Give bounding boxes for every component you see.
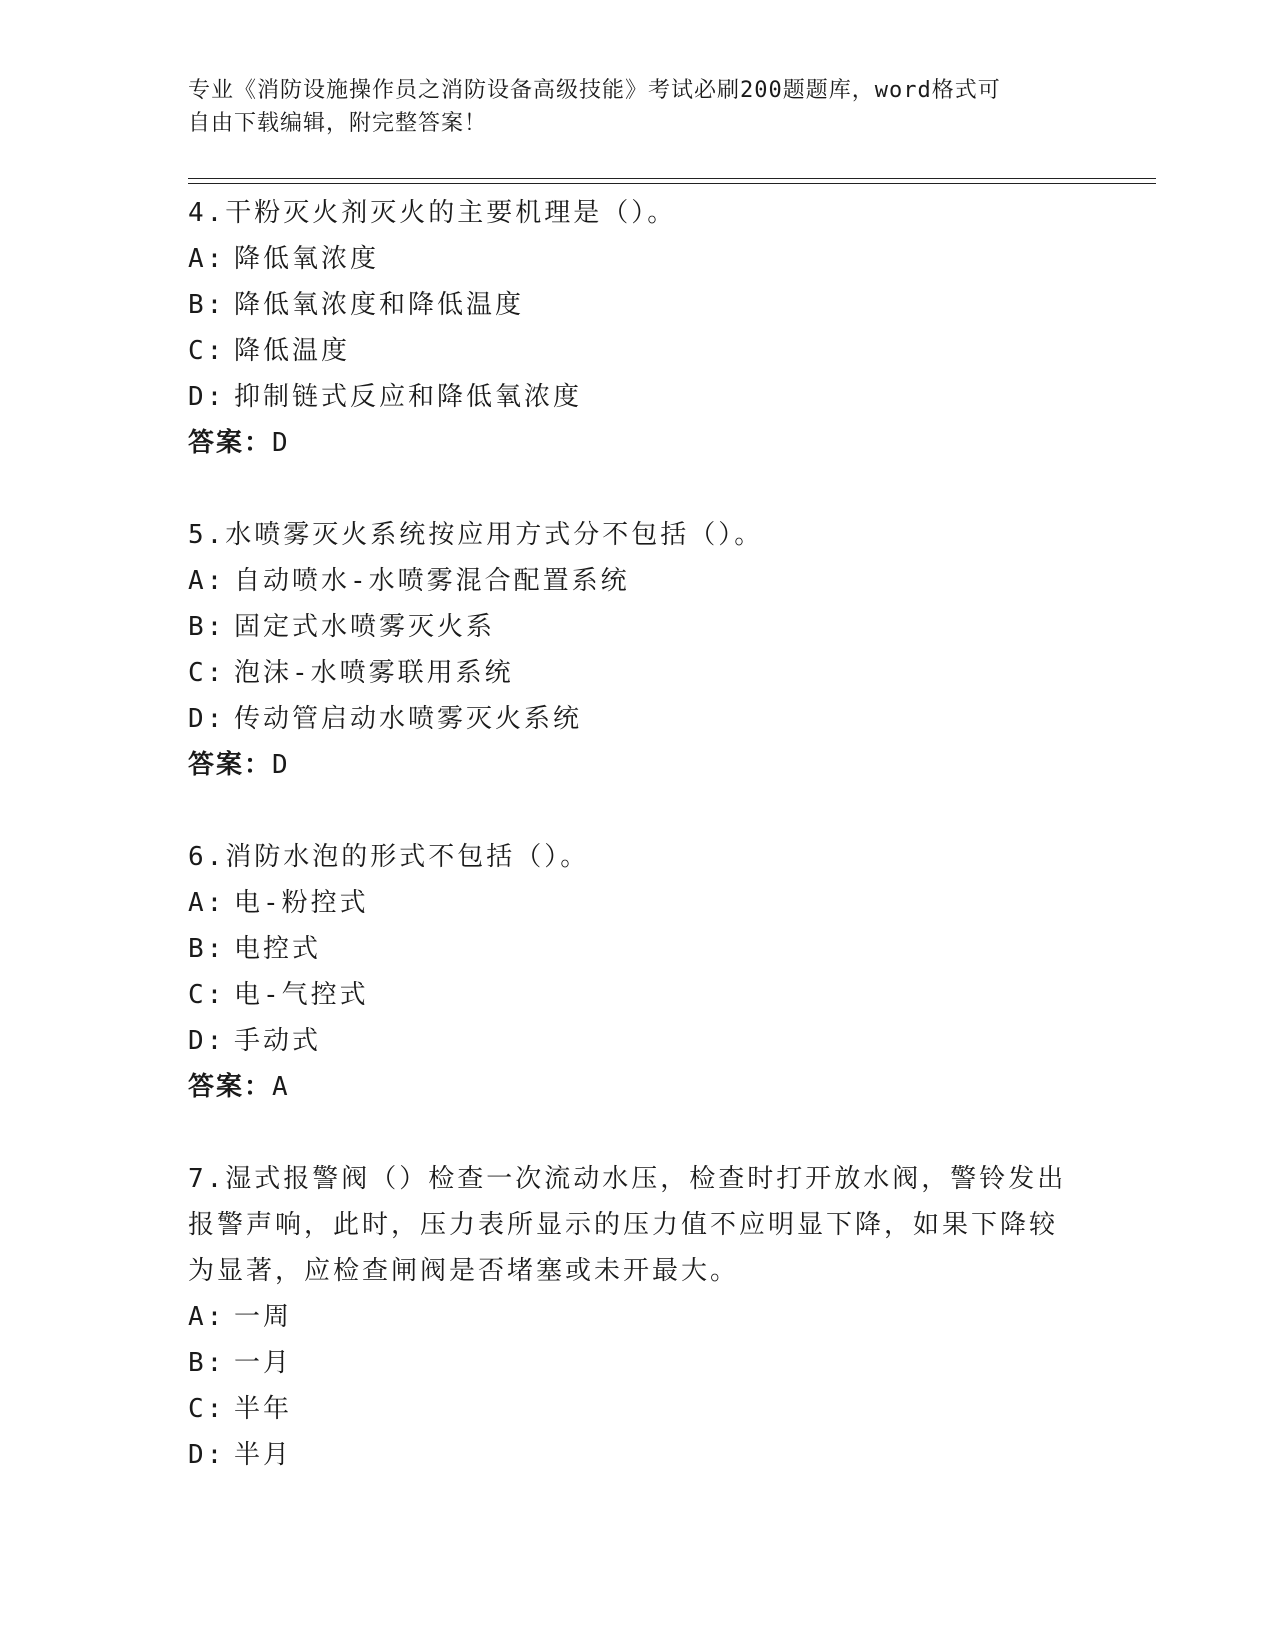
option-c bbox=[188, 650, 1068, 696]
answer-value: D bbox=[272, 428, 290, 458]
question-item bbox=[188, 190, 1068, 466]
option-d bbox=[188, 1432, 1068, 1478]
option-c bbox=[188, 328, 1068, 374]
option-letter: A: bbox=[188, 888, 226, 918]
option-letter: B: bbox=[188, 290, 226, 320]
question-stem: 7.湿式报警阀（）检查一次流动水压，检查时打开放水阀，警铃发出报警声响，此时，压力表所显示的压力值不应明显下降，如果下降较为显著，应检查闸阀是否堵塞或未开最大。 bbox=[188, 1164, 1067, 1286]
option-text: 降低氧浓度 bbox=[234, 244, 380, 274]
option-text: 半年 bbox=[234, 1394, 293, 1424]
option-d bbox=[188, 1018, 1068, 1064]
option-letter: D: bbox=[188, 1026, 226, 1056]
answer-label: 答案： bbox=[188, 428, 273, 458]
option-letter: D: bbox=[188, 382, 226, 412]
option-text: 一月 bbox=[234, 1348, 293, 1378]
option-d bbox=[188, 374, 1068, 420]
option-b bbox=[188, 1340, 1068, 1386]
option-text: 降低氧浓度和降低温度 bbox=[234, 290, 525, 320]
header-divider-bottom bbox=[188, 183, 1156, 184]
option-text: 电控式 bbox=[234, 934, 322, 964]
option-text: 电-气控式 bbox=[234, 980, 369, 1010]
option-text: 泡沫-水喷雾联用系统 bbox=[234, 658, 514, 688]
question-list bbox=[188, 190, 1068, 1524]
option-text: 固定式水喷雾灭火系 bbox=[234, 612, 496, 642]
option-text: 降低温度 bbox=[234, 336, 351, 366]
answer-line bbox=[188, 1064, 1068, 1110]
answer-line bbox=[188, 420, 1068, 466]
question-stem: 5.水喷雾灭火系统按应用方式分不包括（）。 bbox=[188, 520, 764, 550]
option-letter: B: bbox=[188, 612, 226, 642]
option-text: 传动管启动水喷雾灭火系统 bbox=[234, 704, 583, 734]
option-a bbox=[188, 1294, 1068, 1340]
option-text: 抑制链式反应和降低氧浓度 bbox=[234, 382, 583, 412]
option-c bbox=[188, 972, 1068, 1018]
option-letter: D: bbox=[188, 704, 226, 734]
header-line-2: 自由下载编辑，附完整答案！ bbox=[188, 111, 488, 136]
option-text: 手动式 bbox=[234, 1026, 322, 1056]
answer-label: 答案： bbox=[188, 1072, 273, 1102]
option-a bbox=[188, 558, 1068, 604]
option-letter: C: bbox=[188, 1394, 226, 1424]
option-letter: B: bbox=[188, 934, 226, 964]
option-c bbox=[188, 1386, 1068, 1432]
answer-value: D bbox=[272, 750, 290, 780]
option-a bbox=[188, 880, 1068, 926]
answer-label: 答案： bbox=[188, 750, 273, 780]
question-item bbox=[188, 512, 1068, 788]
option-d bbox=[188, 696, 1068, 742]
header-line-1: 专业《消防设施操作员之消防设备高级技能》考试必刷200题题库，word格式可 bbox=[188, 78, 1001, 103]
question-item bbox=[188, 1156, 1068, 1478]
option-letter: C: bbox=[188, 336, 226, 366]
option-text: 一周 bbox=[234, 1302, 293, 1332]
header-divider-top bbox=[188, 178, 1156, 179]
option-a bbox=[188, 236, 1068, 282]
option-text: 半月 bbox=[234, 1440, 293, 1470]
option-letter: D: bbox=[188, 1440, 226, 1470]
option-letter: B: bbox=[188, 1348, 226, 1378]
option-text: 电-粉控式 bbox=[234, 888, 369, 918]
option-letter: A: bbox=[188, 1302, 226, 1332]
question-stem: 6.消防水泡的形式不包括（）。 bbox=[188, 842, 590, 872]
option-letter: A: bbox=[188, 244, 226, 274]
answer-value: A bbox=[272, 1072, 290, 1102]
question-stem: 4.干粉灭火剂灭火的主要机理是（）。 bbox=[188, 198, 677, 228]
answer-line bbox=[188, 742, 1068, 788]
option-b bbox=[188, 926, 1068, 972]
option-letter: A: bbox=[188, 566, 226, 596]
question-item bbox=[188, 834, 1068, 1110]
option-text: 自动喷水-水喷雾混合配置系统 bbox=[234, 566, 630, 596]
option-letter: C: bbox=[188, 658, 226, 688]
document-header bbox=[188, 74, 1068, 140]
option-letter: C: bbox=[188, 980, 226, 1010]
option-b bbox=[188, 282, 1068, 328]
option-b bbox=[188, 604, 1068, 650]
